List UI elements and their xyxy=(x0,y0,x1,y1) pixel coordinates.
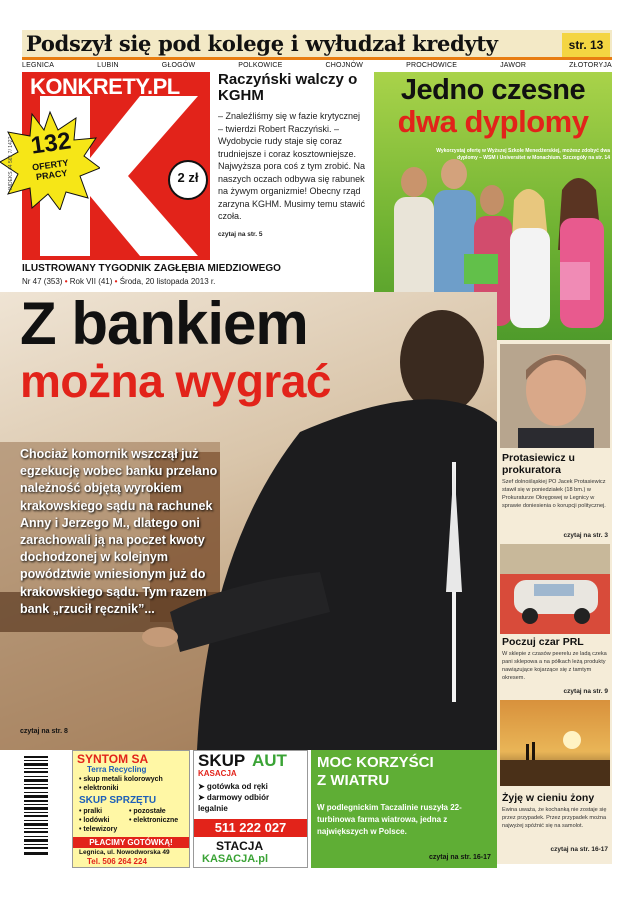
protasiewicz-body: Szef dolnośląskiej PO Jacek Protasiewicz stawił się w poniedziałek (18 bm.) w Prokuraturze Okręgowej w Legnicy w sprawie doniesienia o korupcji politycznej. xyxy=(502,479,606,509)
job-offers-count: 132 xyxy=(29,127,73,160)
skup-sub: KASACJA xyxy=(198,769,237,778)
town-name: LUBIN xyxy=(97,62,119,69)
kghm-body: – Znaleźliśmy się w fazie krytycznej – twierdzi Robert Raczyński. – Wydobycie rudy staje się coraz trudniejsze i coraz kosztowniejsze. Najwyższa pora coś z tym zrobić. Na naszych oczach odbywa się rabunek na żywym organizmie! Obecny rząd zarzyna KGHM. Musimy temu stawić czoła. xyxy=(218,111,366,221)
barcode xyxy=(20,752,66,864)
skup-brand2: KASACJA.pl xyxy=(202,853,269,865)
sunset-photo xyxy=(500,700,610,786)
promo-subtext: Wykorzystaj ofertę w Wyższej Szkole Menedżerskiej, możesz zdobyć dwa dyplomy – WSM i Universitet w Monachium. Szczegóły na str. 14 xyxy=(436,148,610,161)
syntom-item: • lodówki xyxy=(79,817,110,824)
syntom-pay: PŁACIMY GOTÓWKĄ! xyxy=(73,837,189,848)
main-headline-2[interactable]: można wygrać xyxy=(20,355,331,407)
price-badge: 2 zł xyxy=(168,160,208,200)
issue-number: Nr 47 (353) xyxy=(22,277,63,286)
main-read-more[interactable]: czytaj na str. 8 xyxy=(20,728,68,735)
issue-volume: Rok VII (41) xyxy=(69,277,113,286)
protasiewicz-read-more[interactable]: czytaj na str. 3 xyxy=(563,532,608,539)
issn-text: INDEKS 44 561 7/ 1427 xyxy=(8,136,14,190)
skup-item: ➤ gotówka od ręki xyxy=(198,782,268,791)
skup-item: legalnie xyxy=(198,804,228,813)
town-name: GŁOGÓW xyxy=(161,62,196,69)
prl-shop-photo xyxy=(500,544,610,634)
protasiewicz-photo xyxy=(500,344,610,448)
syntom-ad[interactable] xyxy=(72,750,190,868)
town-name: LEGNICA xyxy=(22,62,55,69)
skup-brand1: STACJA xyxy=(216,839,264,853)
zona-read-more[interactable]: czytaj na str. 16-17 xyxy=(550,846,608,853)
promo-headline-1: Jedno czesne xyxy=(400,74,586,106)
town-name: POLKOWICE xyxy=(238,62,283,69)
town-name: JAWOR xyxy=(500,62,527,69)
prl-title[interactable]: Poczuj czar PRL xyxy=(502,636,584,648)
logo-wordmark: KONKRETY.PL xyxy=(30,74,180,99)
issue-line: Nr 47 (353) • Rok VII (41) • Środa, 20 listopada 2013 r. xyxy=(22,277,216,286)
syntom-section2: SKUP SPRZĘTU xyxy=(79,795,157,806)
kghm-article[interactable] xyxy=(218,72,366,260)
promo-headline-2: dwa dyplomy xyxy=(397,104,589,139)
prl-read-more[interactable]: czytaj na str. 9 xyxy=(563,688,608,695)
syntom-item: • elektroniki xyxy=(79,785,119,792)
wind-title1: MOC KORZYŚCI xyxy=(317,754,434,771)
job-offers-label: OFERTY PRACY xyxy=(31,157,70,183)
skup-title2: AUT xyxy=(252,751,287,770)
syntom-phone: Tel. 506 264 224 xyxy=(87,857,147,866)
top-page-ref: str. 13 xyxy=(562,33,610,57)
skup-aut-ad[interactable] xyxy=(193,750,308,868)
syntom-item: • pralki xyxy=(79,808,103,815)
syntom-name: SYNTOM SA xyxy=(77,752,149,766)
wind-body: W podlegnickim Taczalinie ruszyła 22-turbinowa farma wiatrowa, jedna z największych w Polsce. xyxy=(317,803,462,836)
skup-title1: SKUP xyxy=(198,751,246,770)
town-name: CHOJNÓW xyxy=(325,62,364,69)
kghm-title: Raczyński walczy o KGHM xyxy=(218,71,358,104)
issue-date: Środa, 20 listopada 2013 r. xyxy=(119,277,216,286)
skup-phone: 511 222 027 xyxy=(194,819,307,837)
syntom-item: • elektroniczne xyxy=(129,817,179,824)
skup-item: ➤ darmowy odbiór xyxy=(198,793,270,802)
town-name: PROCHOWICE xyxy=(406,62,458,69)
main-story-text: Chociaż komornik wszczął już egzekucję wobec banku przelano należność objętą wyrokiem krakowskiego sądu na rachunek Anny i Jerzego M., dlatego oni zarachowali ją na poczet kwoty dochodzonej w kolejnym powództwie wniesionym już do krakowskiego sądu. Tym razem bank „rzucił ręcznik”... xyxy=(20,447,218,616)
syntom-address: Legnica, ul. Nowodworska 49 xyxy=(79,849,170,856)
main-headline-1[interactable]: Z bankiem xyxy=(20,290,308,357)
wind-story[interactable] xyxy=(311,750,497,868)
prl-body: W sklepie z czasów peerelu ze ladą czeka pani sklepowa a na półkach leżą produkty nawiązujące kojarzące się z tamtym okresem. xyxy=(502,651,607,681)
wind-title2: Z WIATRU xyxy=(317,772,390,789)
syntom-item: • skup metali kolorowych xyxy=(79,776,163,783)
syntom-item: • telewizory xyxy=(79,826,118,833)
kghm-read-more[interactable]: czytaj na str. 5 xyxy=(218,230,263,238)
weekly-label: ILUSTROWANY TYGODNIK ZAGŁĘBIA MIEDZIOWEGO xyxy=(22,263,281,274)
zona-body: Ewina uważa, że kochanką nie zostaje się przez przypadek. Przez przypadek można najwyżej spóźnić się na samolot. xyxy=(502,807,607,829)
town-name: ZŁOTORYJA xyxy=(569,62,612,69)
syntom-item: • pozostałe xyxy=(129,808,166,815)
top-headline[interactable]: Podszył się pod kolegę i wyłudzał kredyty xyxy=(26,31,498,56)
wind-read-more[interactable]: czytaj na str. 16-17 xyxy=(429,854,491,861)
zona-title[interactable]: Żyję w cieniu żony xyxy=(502,792,595,804)
protasiewicz-title[interactable]: Protasiewicz u prokuratora xyxy=(502,452,575,476)
syntom-sub: Terra Recycling xyxy=(87,765,147,774)
